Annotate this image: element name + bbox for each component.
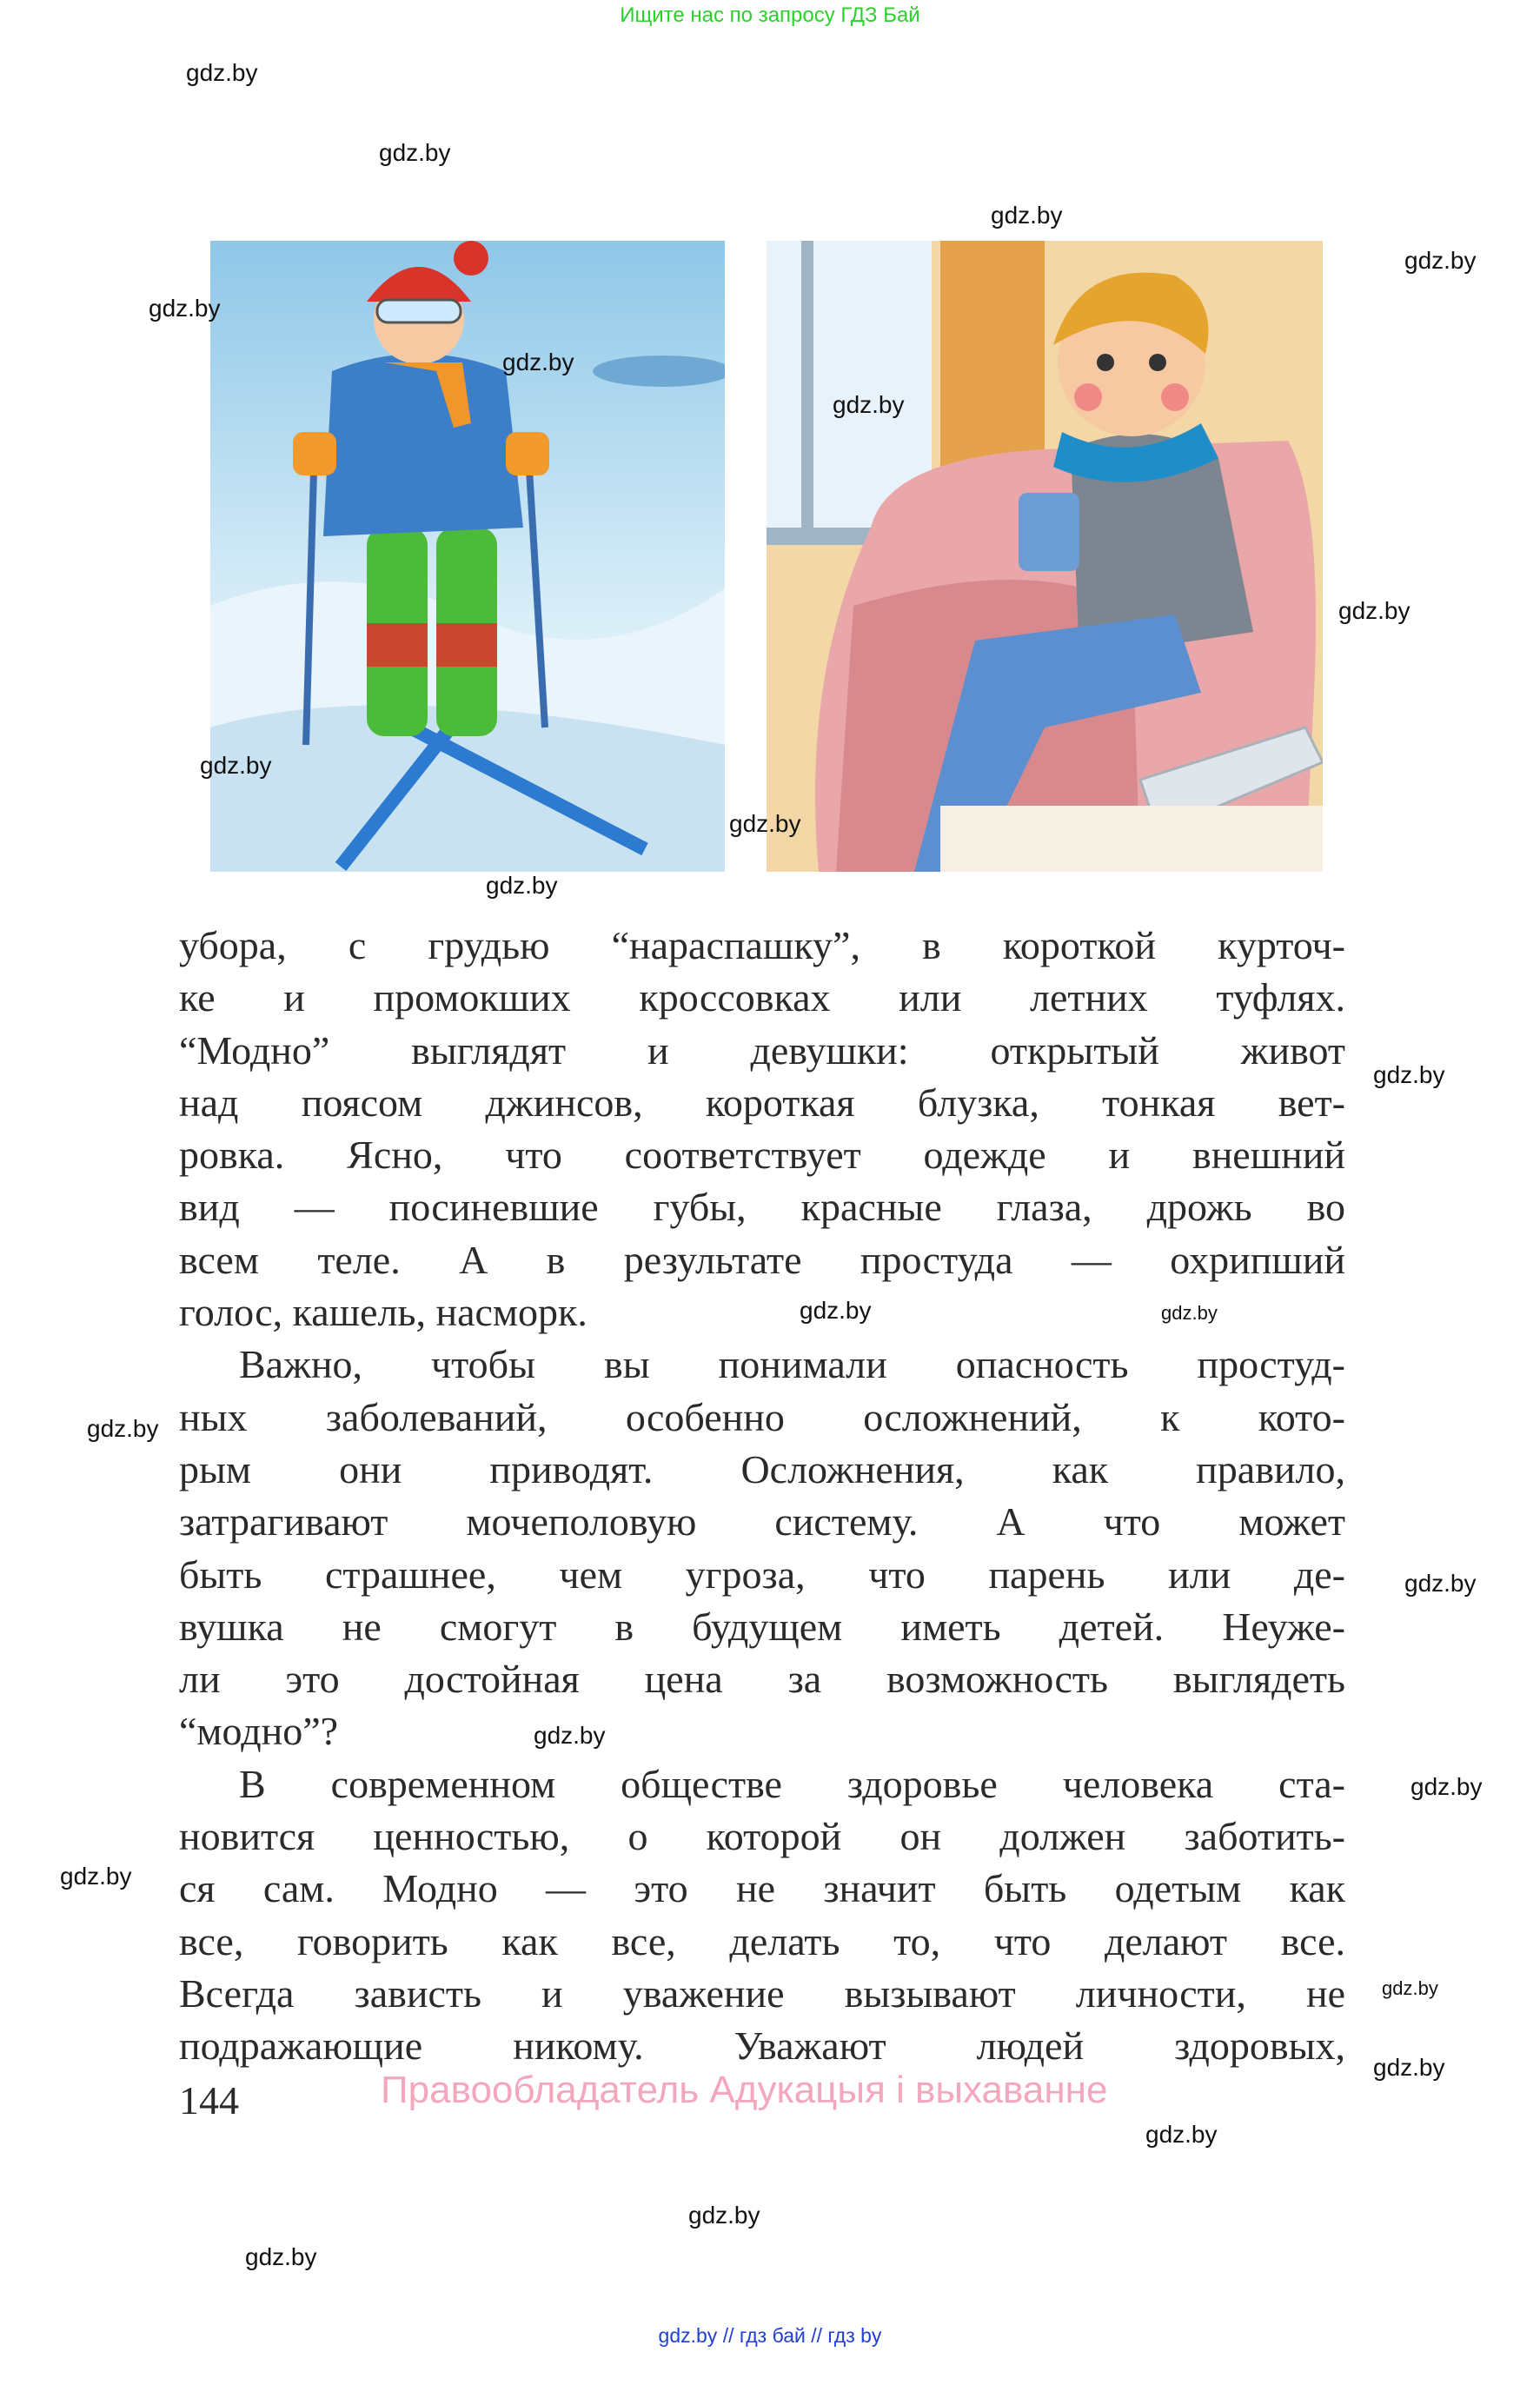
watermark: gdz.by bbox=[186, 59, 258, 86]
text-line: Всегда зависть и уважение вызывают личности, не bbox=[179, 1970, 1345, 2016]
text-line: всем теле. А в результате простуда — охрипший bbox=[179, 1237, 1345, 1282]
text-line: ке и промокших кроссовках или летних туфлях. bbox=[179, 975, 1345, 1020]
body-text bbox=[179, 920, 1345, 2073]
text-line: затрагивают мочеполовую систему. А что может bbox=[179, 1499, 1345, 1545]
text-line: подражающие никому. Уважают людей здоровых, bbox=[179, 2023, 1345, 2069]
watermark: gdz.by bbox=[1382, 1977, 1438, 1999]
watermark: gdz.by bbox=[534, 1722, 606, 1749]
text-line: “Модно” выглядят и девушки: открытый живот bbox=[179, 1027, 1345, 1073]
text-line: ли это достойная цена за возможность выглядеть bbox=[179, 1657, 1345, 1702]
rights-notice: Правообладатель Адукацыя і выхаванне bbox=[381, 2069, 1108, 2111]
watermark: gdz.by bbox=[800, 1297, 872, 1324]
watermark: gdz.by bbox=[149, 295, 221, 322]
watermark: gdz.by bbox=[60, 1863, 132, 1890]
watermark: gdz.by bbox=[688, 2202, 760, 2229]
watermark: gdz.by bbox=[1338, 597, 1411, 624]
text-line: Важно, чтобы вы понимали опасность простуд- bbox=[239, 1342, 1345, 1387]
watermark: gdz.by bbox=[729, 810, 801, 837]
skier-illustration bbox=[210, 241, 725, 872]
watermark: gdz.by bbox=[1404, 247, 1477, 274]
watermark: gdz.by bbox=[1373, 2054, 1445, 2081]
watermark: gdz.by bbox=[486, 872, 558, 899]
text-line: убора, с грудью “нараспашку”, в короткой курточ- bbox=[179, 923, 1345, 967]
watermark: gdz.by bbox=[1161, 1302, 1218, 1324]
watermark: gdz.by bbox=[1145, 2121, 1218, 2148]
bottom-links-banner[interactable]: gdz.by // гдз бай // гдз by bbox=[658, 2324, 882, 2347]
watermark: gdz.by bbox=[991, 202, 1063, 229]
text-line: ся сам. Модно — это не значит быть одетым как bbox=[179, 1866, 1345, 1911]
watermark: gdz.by bbox=[87, 1415, 159, 1442]
watermark: gdz.by bbox=[245, 2243, 317, 2270]
text-line: ных заболеваний, особенно осложнений, к кото- bbox=[179, 1394, 1345, 1439]
text-line: голос, кашель, насморк. bbox=[179, 1290, 587, 1335]
text-line: рым они приводят. Осложнения, как правило, bbox=[179, 1446, 1345, 1491]
watermark: gdz.by bbox=[502, 349, 574, 375]
paragraph bbox=[179, 1339, 1345, 1757]
sick-boy-illustration bbox=[767, 241, 1323, 872]
text-line: “модно”? bbox=[179, 1709, 339, 1754]
text-line: ровка. Ясно, что соответствует одежде и внешний bbox=[179, 1133, 1345, 1178]
top-search-banner[interactable]: Ищите нас по запросу ГДЗ Бай bbox=[620, 3, 920, 27]
text-line: В современном обществе здоровье человека ста- bbox=[239, 1761, 1345, 1806]
watermark: gdz.by bbox=[1373, 1061, 1445, 1088]
text-line: все, говорить как все, делать то, что делают все. bbox=[179, 1918, 1345, 1963]
text-line: вушка не смогут в будущем иметь детей. Неуже- bbox=[179, 1604, 1345, 1649]
watermark: gdz.by bbox=[1404, 1570, 1477, 1597]
text-line: быть страшнее, чем угроза, что парень или де- bbox=[179, 1551, 1345, 1597]
page-number: 144 bbox=[179, 2078, 239, 2123]
text-line: новится ценностью, о которой он должен заботить- bbox=[179, 1814, 1345, 1859]
text-line: вид — посиневшие губы, красные глаза, дрожь во bbox=[179, 1185, 1345, 1230]
paragraph bbox=[179, 920, 1345, 1339]
paragraph bbox=[179, 1758, 1345, 2073]
watermark: gdz.by bbox=[1411, 1773, 1483, 1800]
watermark: gdz.by bbox=[200, 752, 272, 779]
watermark: gdz.by bbox=[833, 391, 905, 418]
text-line: над поясом джинсов, короткая блузка, тонкая вет- bbox=[179, 1080, 1345, 1125]
watermark: gdz.by bbox=[379, 139, 451, 166]
